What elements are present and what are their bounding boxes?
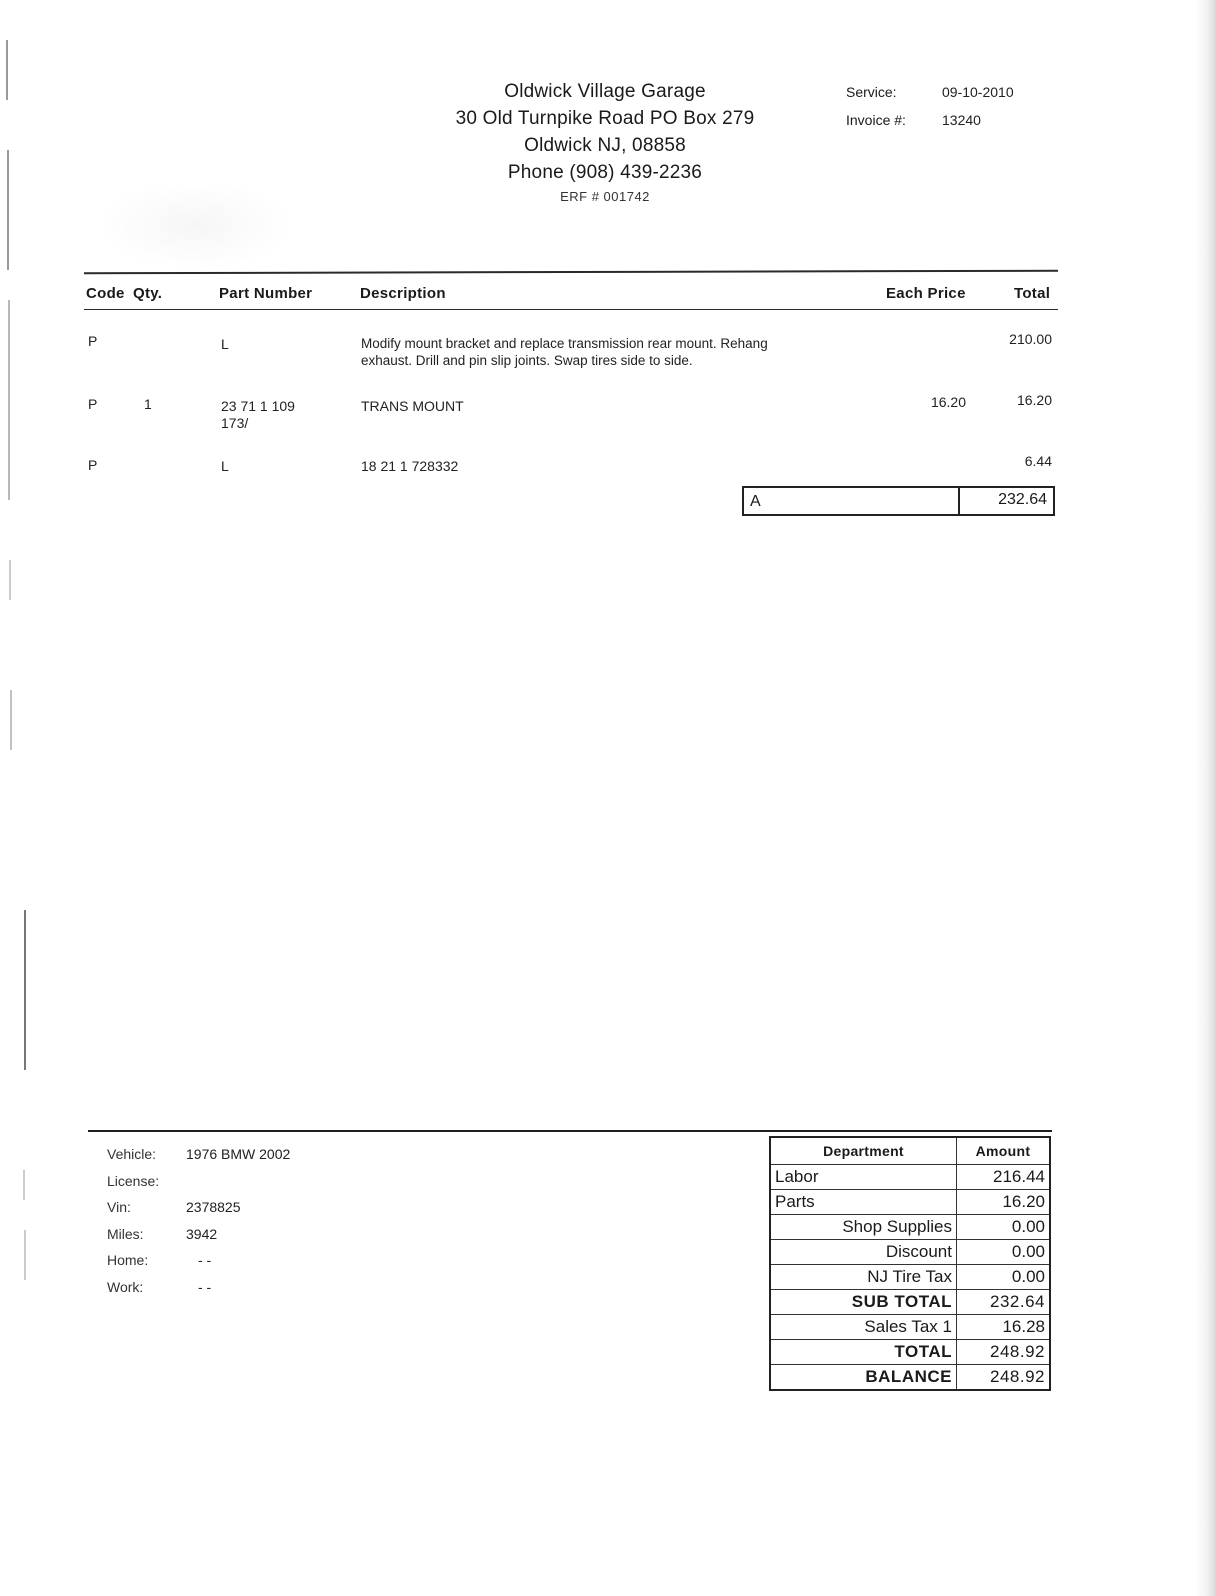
- item-part-number: 23 71 1 109: [221, 398, 295, 414]
- vin-row: [107, 1194, 290, 1221]
- invoice-row: [846, 106, 1056, 134]
- summary-label: Parts: [770, 1190, 956, 1215]
- miles-label: Miles:: [107, 1225, 144, 1242]
- home-label: Home:: [107, 1252, 149, 1269]
- service-label: Service:: [846, 84, 897, 100]
- summary-header-amount: Amount: [956, 1137, 1050, 1165]
- summary-row-total: [770, 1340, 1050, 1365]
- col-header-code: Code: [86, 285, 125, 302]
- item-description: TRANS MOUNT: [361, 398, 464, 414]
- summary-header-row: [770, 1137, 1050, 1165]
- faded-ghost-text: [95, 180, 295, 270]
- summary-header-department: Department: [770, 1137, 956, 1165]
- col-header-part-number: Part Number: [219, 285, 313, 302]
- table-top-rule: [84, 270, 1058, 275]
- summary-row-shop-supplies: [770, 1215, 1050, 1240]
- summary-amount: 16.20: [956, 1190, 1050, 1215]
- summary-amount: 248.92: [956, 1340, 1050, 1365]
- footer-rule: [88, 1130, 1052, 1132]
- summary-row-sales-tax: [770, 1315, 1050, 1340]
- summary-amount: 216.44: [956, 1165, 1050, 1190]
- item-code: P: [88, 457, 98, 473]
- home-row: [107, 1247, 290, 1274]
- scan-edge-artifact: [0, 0, 30, 1596]
- shop-erf: ERF # 001742: [560, 189, 650, 204]
- item-total: 210.00: [1009, 331, 1052, 347]
- summary-row-discount: [770, 1240, 1050, 1265]
- item-total: 16.20: [1016, 392, 1052, 408]
- invoice-label: Invoice #:: [846, 112, 906, 128]
- shop-address: 30 Old Turnpike Road PO Box 279: [455, 108, 755, 129]
- section-total-code: A: [744, 488, 960, 514]
- work-value: - -: [198, 1278, 212, 1295]
- vehicle-label: Vehicle:: [107, 1146, 157, 1163]
- summary-row-subtotal: [770, 1290, 1050, 1315]
- shop-header: [420, 78, 790, 208]
- section-total-box: [742, 486, 1055, 516]
- work-row: [107, 1274, 290, 1301]
- shop-city: Oldwick NJ, 08858: [524, 135, 686, 156]
- summary-label: BALANCE: [770, 1365, 956, 1391]
- col-header-each-price: Each Price: [886, 285, 966, 302]
- table-header-rule: [84, 309, 1058, 310]
- col-header-description: Description: [360, 285, 446, 302]
- summary-amount: 0.00: [956, 1215, 1050, 1240]
- service-date: 09-10-2010: [942, 84, 1014, 100]
- summary-label: TOTAL: [770, 1340, 956, 1365]
- summary-row-balance: [770, 1365, 1050, 1391]
- item-part-number-cont: 173/: [221, 415, 249, 431]
- col-header-qty: Qty.: [133, 285, 163, 302]
- item-total: 6.44: [1024, 453, 1052, 469]
- col-header-total: Total: [1014, 285, 1051, 302]
- item-description: Modify mount bracket and replace transmission rear mount. Rehang: [361, 336, 768, 351]
- shop-name: Oldwick Village Garage: [504, 81, 706, 102]
- item-description: 18 21 1 728332: [361, 458, 459, 474]
- vehicle-row: [107, 1141, 290, 1168]
- item-qty: 1: [144, 396, 152, 412]
- service-row: [846, 78, 1056, 106]
- shop-phone: Phone (908) 439-2236: [507, 162, 703, 183]
- summary-row-parts: [770, 1190, 1050, 1215]
- item-part-number: L: [221, 336, 229, 352]
- summary-label: Shop Supplies: [770, 1215, 956, 1240]
- work-label: Work:: [107, 1278, 144, 1295]
- invoice-number: 13240: [942, 112, 981, 128]
- summary-amount: 16.28: [956, 1315, 1050, 1340]
- summary-row-labor: [770, 1165, 1050, 1190]
- item-each-price: 16.20: [930, 394, 966, 410]
- summary-amount: 0.00: [956, 1240, 1050, 1265]
- miles-row: [107, 1221, 290, 1248]
- home-value: - -: [198, 1252, 212, 1269]
- miles-value: 3942: [186, 1225, 218, 1242]
- vehicle-info: [107, 1141, 290, 1300]
- summary-amount: 248.92: [956, 1365, 1050, 1391]
- summary-label: Sales Tax 1: [770, 1315, 956, 1340]
- summary-row-nj-tire-tax: [770, 1265, 1050, 1290]
- summary-label: Discount: [770, 1240, 956, 1265]
- summary-amount: 232.64: [956, 1290, 1050, 1315]
- license-row: [107, 1168, 290, 1195]
- item-part-number: L: [221, 458, 229, 474]
- item-code: P: [88, 396, 98, 412]
- summary-label: Labor: [770, 1165, 956, 1190]
- item-code: P: [88, 333, 98, 349]
- summary-table: [769, 1136, 1051, 1391]
- vin-value: 2378825: [186, 1199, 241, 1216]
- license-label: License:: [107, 1172, 160, 1189]
- item-description-cont: exhaust. Drill and pin slip joints. Swap tires side to side.: [361, 353, 693, 368]
- invoice-meta: [846, 78, 1056, 134]
- scan-right-edge: [1195, 0, 1215, 1596]
- summary-label: SUB TOTAL: [770, 1290, 956, 1315]
- vehicle-value: 1976 BMW 2002: [186, 1146, 291, 1163]
- vin-label: Vin:: [107, 1199, 131, 1216]
- summary-label: NJ Tire Tax: [770, 1265, 956, 1290]
- summary-amount: 0.00: [956, 1265, 1050, 1290]
- section-total-amount: 232.64: [998, 491, 1047, 508]
